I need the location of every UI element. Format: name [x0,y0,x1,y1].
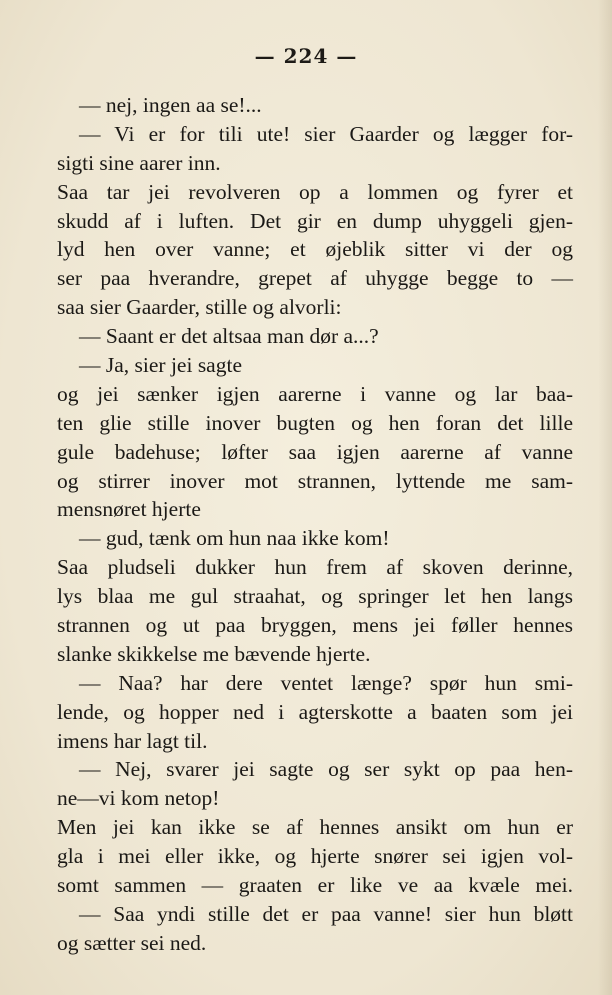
text-line: — gud, tænk om hun naa ikke kom! [79,526,390,551]
text-line: ser paa hverandre, grepet af uhygge begge to — [57,266,573,291]
text-line: Saa pludseli dukker hun frem af skoven derinne, [57,555,573,580]
text-line: gule badehuse; løfter saa igjen aarerne af vanne [57,439,573,464]
text-line: lende, og hopper ned i agterskotte a baaten som jei [57,699,573,724]
text-line: Saa tar jei revolveren op a lommen og fyrer et [57,179,573,204]
text-line: ten glie stille inover bugten og hen foran det lille [57,410,573,435]
text-line: slanke skikkelse me bævende hjerte. [57,641,371,666]
text-line: gla i mei eller ikke, og hjerte snører sei igjen vol- [57,844,573,869]
text-line: — Naa? har dere ventet længe? spør hun smi- [79,670,573,695]
text-line: — Vi er for tili ute! sier Gaarder og lægger for- [79,121,573,146]
page-edge-shadow [598,0,612,995]
text-line: saa sier Gaarder, stille og alvorli: [57,295,342,320]
text-line: ne—vi kom netop! [57,786,220,811]
text-line: — Saant er det altsaa man dør a...? [79,324,379,349]
text-line: strannen og ut paa bryggen, mens jei føller hennes [57,613,573,638]
text-line: Men jei kan ikke se af hennes ansikt om hun er [57,815,573,840]
text-line: sigti sine aarer inn. [57,150,221,175]
text-line: — Saa yndi stille det er paa vanne! sier hun bløtt [79,901,573,926]
text-line: mensnøret hjerte [57,497,201,522]
text-line: og sætter sei ned. [57,930,207,955]
text-line: — Nej, svarer jei sagte og ser sykt op paa hen- [79,757,573,782]
text-line: skudd af i luften. Det gir en dump uhyggeli gjen- [57,208,573,233]
text-line: og jei sænker igjen aarerne i vanne og lar baa- [57,381,573,406]
text-line: — Ja, sier jei sagte [79,353,242,378]
text-line: lys blaa me gul straahat, og springer let hen langs [57,584,573,609]
page-number: — 224 — [254,44,358,68]
text-line: somt sammen — graaten er like ve aa kvæle mei. [57,873,573,898]
text-line: lyd hen over vanne; et øjeblik sitter vi der og [57,237,573,262]
text-line: — nej, ingen aa se!... [79,93,262,117]
text-line: og stirrer inover mot strannen, lyttende me sam- [57,468,573,493]
text-line: imens har lagt til. [57,728,208,753]
body-text [57,91,573,958]
